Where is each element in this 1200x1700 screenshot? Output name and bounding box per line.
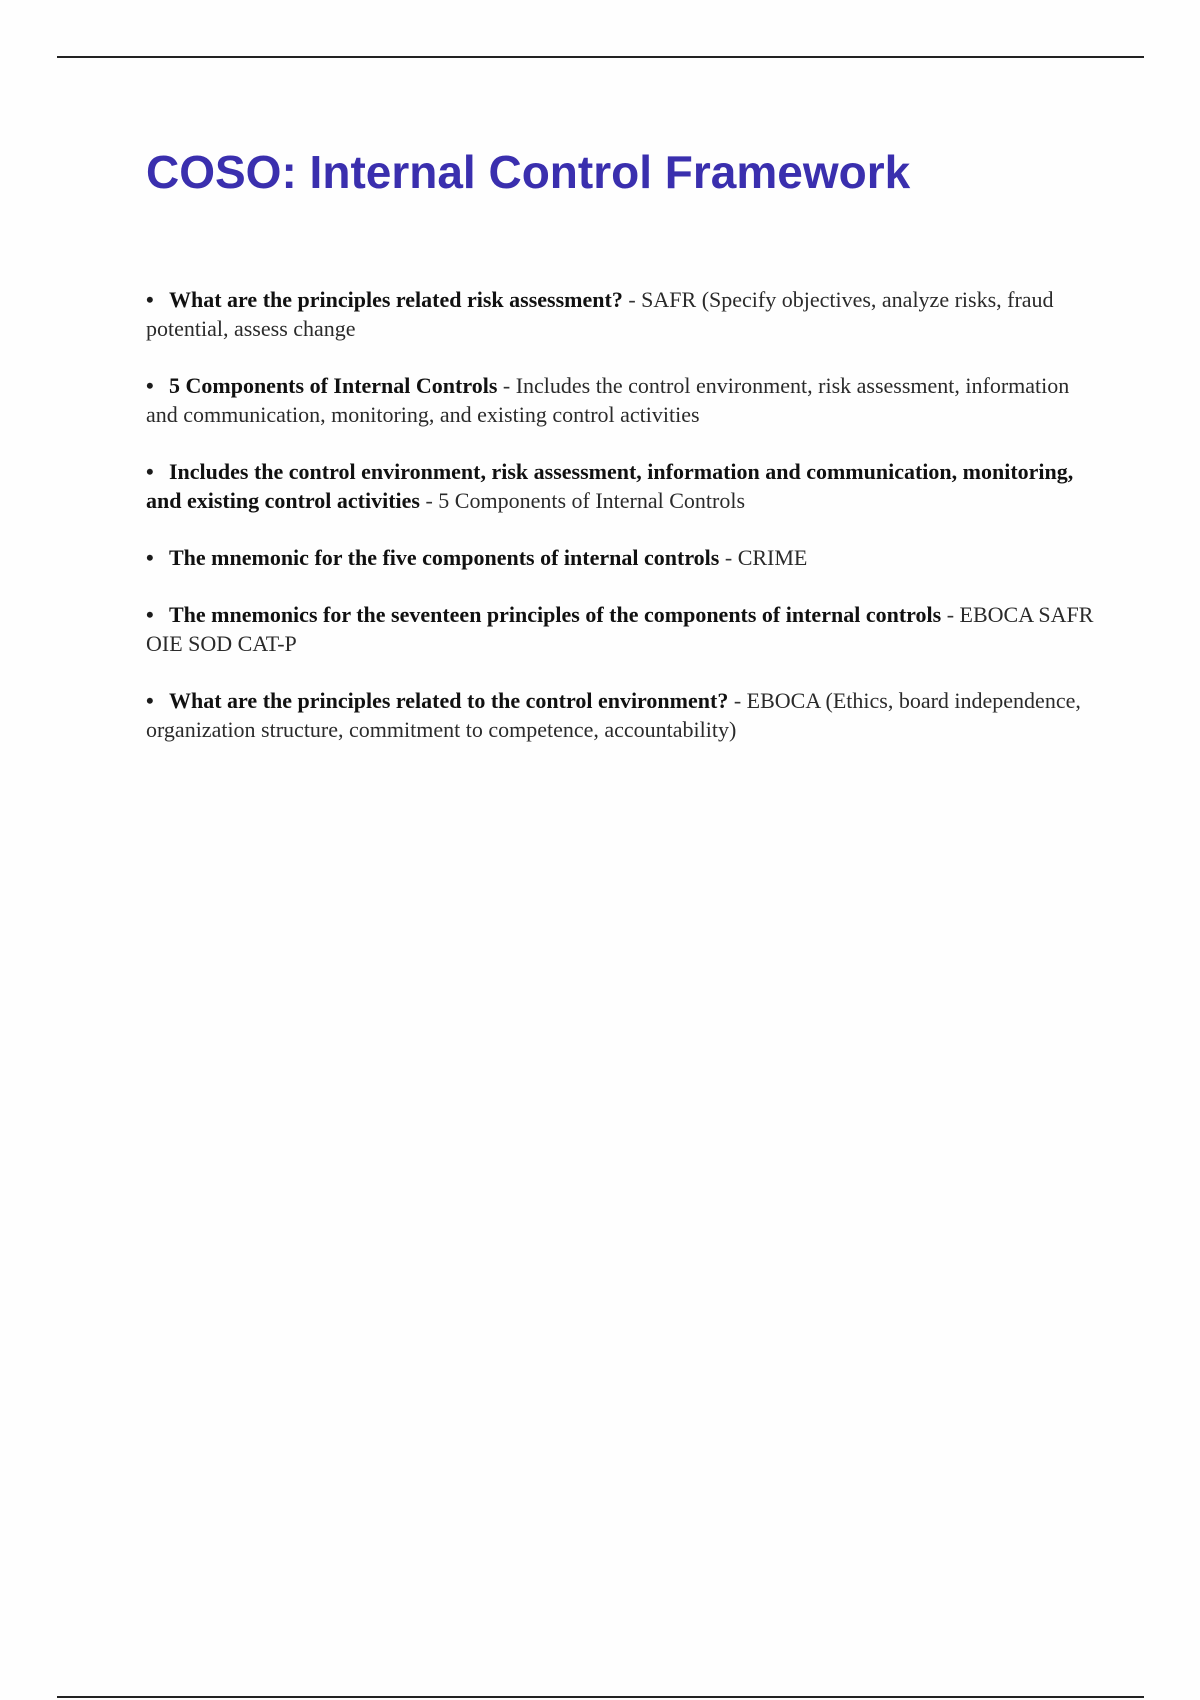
item-definition: Includes the control environment, risk assessment, information and communication, monitoring, and existing control activities <box>146 373 1070 427</box>
item-term: What are the principles related to the control environment? <box>169 688 729 713</box>
bullet-icon: • <box>146 688 154 713</box>
item-term: Includes the control environment, risk assessment, information and communication, monitoring, and existing control activities <box>146 459 1074 513</box>
page-title: COSO: Internal Control Framework <box>146 146 911 198</box>
bottom-rule <box>57 1696 1144 1698</box>
item-term: 5 Components of Internal Controls <box>169 373 498 398</box>
bullet-icon: • <box>146 287 154 312</box>
item-definition: CRIME <box>737 545 808 570</box>
item-separator: - <box>419 488 439 513</box>
item-definition: EBOCA SAFR OIE SOD CAT-P <box>146 602 1094 656</box>
item-separator: - <box>728 688 747 713</box>
item-term: The mnemonic for the five components of internal controls <box>169 545 720 570</box>
item-separator: - <box>719 545 738 570</box>
top-rule <box>57 56 1144 58</box>
bullet-icon: • <box>146 373 154 398</box>
item-term: The mnemonics for the seventeen principles of the components of internal controls <box>169 602 942 627</box>
item-separator: - <box>497 373 516 398</box>
item-term: What are the principles related risk assessment? <box>169 287 623 312</box>
list-item <box>146 285 1106 343</box>
item-definition: EBOCA (Ethics, board independence, organization structure, commitment to competence, accountability) <box>146 688 1081 742</box>
list-item <box>146 543 1106 572</box>
item-separator: - <box>622 287 642 312</box>
item-definition: 5 Components of Internal Controls <box>438 488 746 513</box>
item-separator: - <box>941 602 960 627</box>
list-item <box>146 371 1106 429</box>
qa-list <box>146 285 1106 772</box>
item-definition: SAFR (Specify objectives, analyze risks, fraud potential, assess change <box>146 287 1054 341</box>
bullet-icon: • <box>146 602 154 627</box>
bullet-icon: • <box>146 545 154 570</box>
list-item <box>146 686 1106 744</box>
bullet-icon: • <box>146 459 154 484</box>
list-item <box>146 600 1106 658</box>
list-item <box>146 457 1106 515</box>
